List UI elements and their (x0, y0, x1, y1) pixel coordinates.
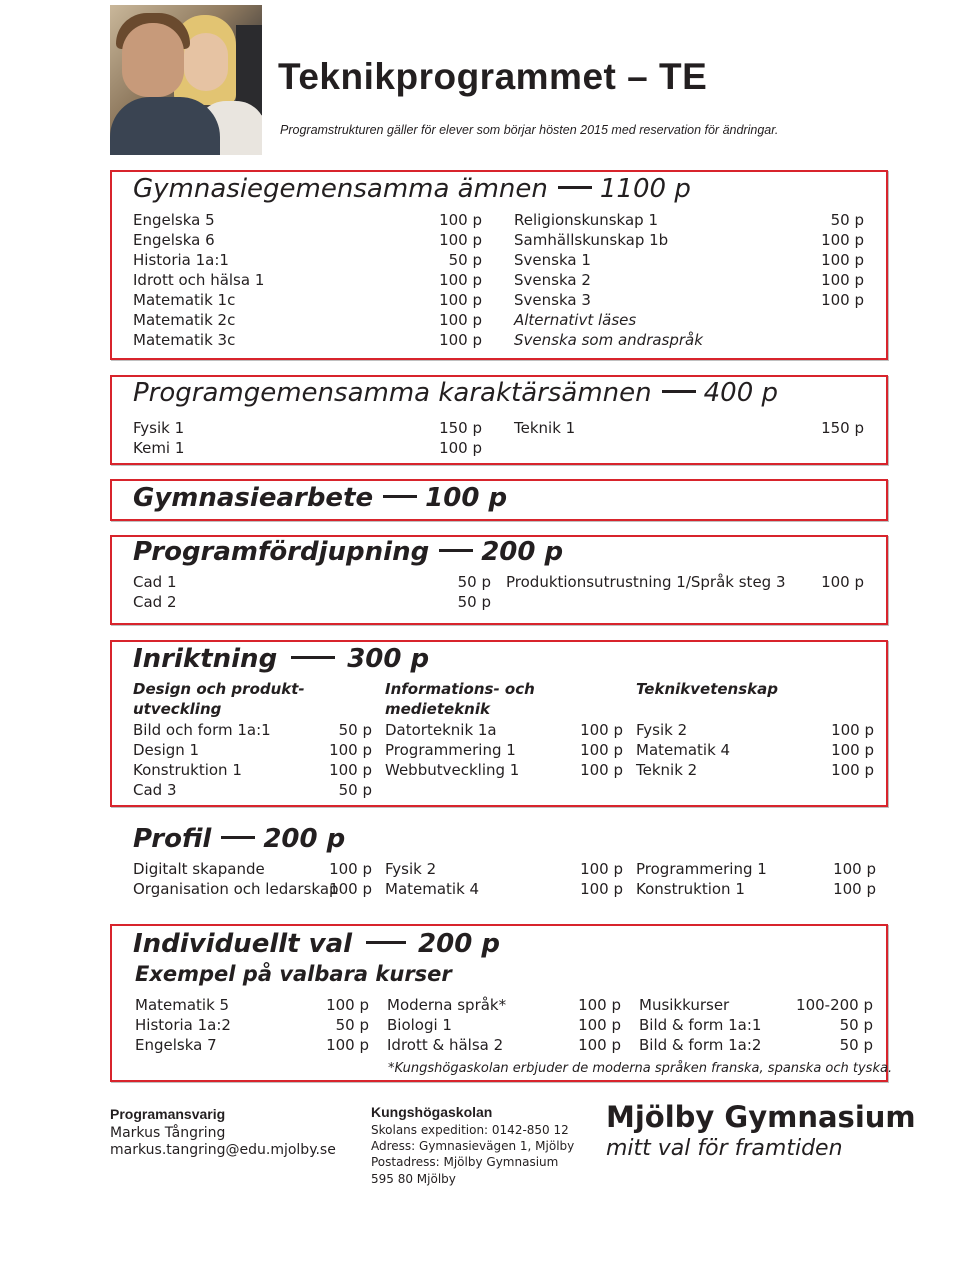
course-points: 100 p (439, 331, 482, 349)
heading-points: 200 p (481, 537, 564, 567)
school-postal: Postadress: Mjölby Gymnasium (371, 1155, 559, 1169)
course-name: Teknikvetenskap (636, 680, 778, 698)
school-address: Adress: Gymnasievägen 1, Mjölby (371, 1139, 575, 1153)
dash-line (383, 495, 417, 498)
dash-line (366, 941, 406, 944)
course-name: Bild & form 1a:1 (639, 1016, 762, 1034)
heading-points: 100 p (425, 483, 508, 513)
heading-points: 400 p (703, 378, 779, 408)
section-heading (133, 483, 507, 513)
course-name: Konstruktion 1 (636, 880, 745, 898)
page-title: Teknikprogrammet – TE (278, 56, 708, 97)
course-points: 100 p (821, 271, 864, 289)
course-name: Webbutveckling 1 (385, 761, 520, 779)
course-points: 100 p (326, 1036, 369, 1054)
course-name: Moderna språk* (387, 996, 507, 1014)
course-points: 100 p (821, 231, 864, 249)
course-points: 100 p (326, 996, 369, 1014)
course-points: 100 p (831, 721, 874, 739)
course-points: 100 p (578, 1036, 621, 1054)
course-points: 50 p (335, 1016, 369, 1034)
page-subtitle: Programstrukturen gäller för elever som börjar hösten 2015 med reservation för ändringar. (280, 123, 779, 137)
course-name: Design 1 (133, 741, 200, 759)
heading-points: 300 p (347, 644, 430, 674)
course-points: 50 p (839, 1016, 873, 1034)
course-name: Matematik 4 (385, 880, 480, 898)
course-name: Musikkurser (639, 996, 730, 1014)
responsible-email[interactable]: markus.tangring@edu.mjolby.se (110, 1142, 336, 1158)
course-points: 100 p (329, 860, 372, 878)
heading-points: 200 p (263, 824, 346, 854)
course-name: Digitalt skapande (133, 860, 265, 878)
course-name: Konstruktion 1 (133, 761, 242, 779)
course-name: Bild & form 1a:2 (639, 1036, 762, 1054)
course-points: 100 p (831, 761, 874, 779)
course-points: 50 p (448, 251, 482, 269)
heading-name: Gymnasiearbete (133, 483, 374, 513)
dash-line (291, 656, 335, 659)
course-name: Idrott & hälsa 2 (387, 1036, 504, 1054)
school-name: Kungshögaskolan (371, 1104, 493, 1120)
course-points: 100 p (439, 211, 482, 229)
course-name: Engelska 5 (133, 211, 215, 229)
heading-points: 200 p (418, 929, 500, 959)
course-points: 150 p (439, 419, 482, 437)
heading-points: 1100 p (599, 174, 691, 204)
course-points: 100 p (580, 880, 623, 898)
heading-name: Inriktning (133, 644, 278, 674)
section-heading (133, 929, 500, 959)
course-name: Historia 1a:2 (135, 1016, 231, 1034)
course-name: Teknik 1 (514, 419, 576, 437)
course-name: Religionskunskap 1 (514, 211, 659, 229)
course-points: 50 p (830, 211, 864, 229)
course-points: 100 p (831, 741, 874, 759)
boy-face (122, 23, 184, 97)
brand-logo-text: Mjölby Gymnasium (606, 1100, 916, 1134)
course-points: 100 p (439, 291, 482, 309)
course-name: Biologi 1 (387, 1016, 452, 1034)
heading-name: Gymnasiegemensamma ämnen (133, 174, 548, 204)
course-name: Svenska 1 (514, 251, 591, 269)
course-name: Alternativt läses (514, 311, 637, 329)
course-name: Produktionsutrustning 1/Språk steg 3 (506, 573, 786, 591)
dash-line (558, 186, 592, 189)
course-points: 100 p (833, 860, 876, 878)
course-points: 100 p (329, 741, 372, 759)
course-points: 100 p (580, 721, 623, 739)
course-name: Svenska 3 (514, 291, 591, 309)
course-points: 100 p (821, 573, 864, 591)
boy-body (110, 97, 220, 155)
course-points: 100 p (833, 880, 876, 898)
course-name: Engelska 7 (135, 1036, 217, 1054)
dash-line (439, 549, 473, 552)
course-name: Cad 2 (133, 593, 177, 611)
course-points: 100 p (439, 271, 482, 289)
responsible-title: Programansvarig (110, 1106, 226, 1122)
course-points: 100-200 p (796, 996, 873, 1014)
school-phone: Skolans expedition: 0142-850 12 (371, 1123, 569, 1137)
section-heading (133, 537, 563, 567)
responsible-name: Markus Tångring (110, 1125, 226, 1141)
course-name: Fysik 1 (133, 419, 185, 437)
course-name: Engelska 6 (133, 231, 215, 249)
course-name: Design och produkt- (133, 680, 305, 698)
course-points: 100 p (580, 741, 623, 759)
heading-name: Programfördjupning (133, 537, 430, 567)
course-name: Programmering 1 (385, 741, 516, 759)
girl-face (184, 33, 228, 91)
dash-line (662, 390, 696, 393)
section-heading (133, 378, 778, 408)
course-name: Matematik 2c (133, 311, 236, 329)
course-name: Svenska 2 (514, 271, 591, 289)
course-name: Samhällskunskap 1b (514, 231, 669, 249)
course-points: 100 p (439, 439, 482, 457)
section-heading (133, 174, 691, 204)
course-points: 100 p (439, 311, 482, 329)
course-name: medieteknik (385, 700, 490, 718)
course-points: 150 p (821, 419, 864, 437)
course-name: Fysik 2 (385, 860, 437, 878)
course-name: Cad 3 (133, 781, 177, 799)
course-name: Matematik 1c (133, 291, 236, 309)
course-points: 100 p (329, 880, 372, 898)
course-name: Kemi 1 (133, 439, 185, 457)
course-name: Matematik 3c (133, 331, 236, 349)
section-heading (133, 644, 429, 674)
course-points: 100 p (821, 291, 864, 309)
heading-name: Individuellt val (133, 929, 353, 959)
course-name: Cad 1 (133, 573, 177, 591)
heading-name: Profil (133, 824, 212, 854)
course-name: Fysik 2 (636, 721, 688, 739)
course-name: Historia 1a:1 (133, 251, 229, 269)
footnote: *Kungshögaskolan erbjuder de moderna språken franska, spanska och tyska. (388, 1061, 893, 1076)
dash-line (221, 836, 255, 839)
course-name: Organisation och ledarskap (133, 880, 339, 898)
course-points: 100 p (439, 231, 482, 249)
course-points: 50 p (338, 721, 372, 739)
course-name: Bild och form 1a:1 (133, 721, 271, 739)
section-heading (133, 824, 345, 854)
course-points: 50 p (457, 593, 491, 611)
course-name: Matematik 4 (636, 741, 731, 759)
course-name: Programmering 1 (636, 860, 767, 878)
course-points: 100 p (821, 251, 864, 269)
section-subheading: Exempel på valbara kurser (135, 962, 452, 986)
brand-tagline: mitt val för framtiden (606, 1136, 843, 1161)
course-points: 50 p (839, 1036, 873, 1054)
school-zip: 595 80 Mjölby (371, 1172, 456, 1186)
course-points: 100 p (578, 1016, 621, 1034)
students-photo (110, 5, 262, 155)
course-name: utveckling (133, 700, 222, 718)
course-name: Matematik 5 (135, 996, 230, 1014)
course-name: Informations- och (385, 680, 535, 698)
course-points: 100 p (580, 860, 623, 878)
heading-name: Programgemensamma karaktärsämnen (133, 378, 652, 408)
course-points: 100 p (580, 761, 623, 779)
course-name: Svenska som andraspråk (514, 331, 703, 349)
course-name: Idrott och hälsa 1 (133, 271, 265, 289)
course-points: 100 p (578, 996, 621, 1014)
course-points: 100 p (329, 761, 372, 779)
course-name: Datorteknik 1a (385, 721, 497, 739)
course-points: 50 p (457, 573, 491, 591)
course-name: Teknik 2 (636, 761, 698, 779)
course-points: 50 p (338, 781, 372, 799)
